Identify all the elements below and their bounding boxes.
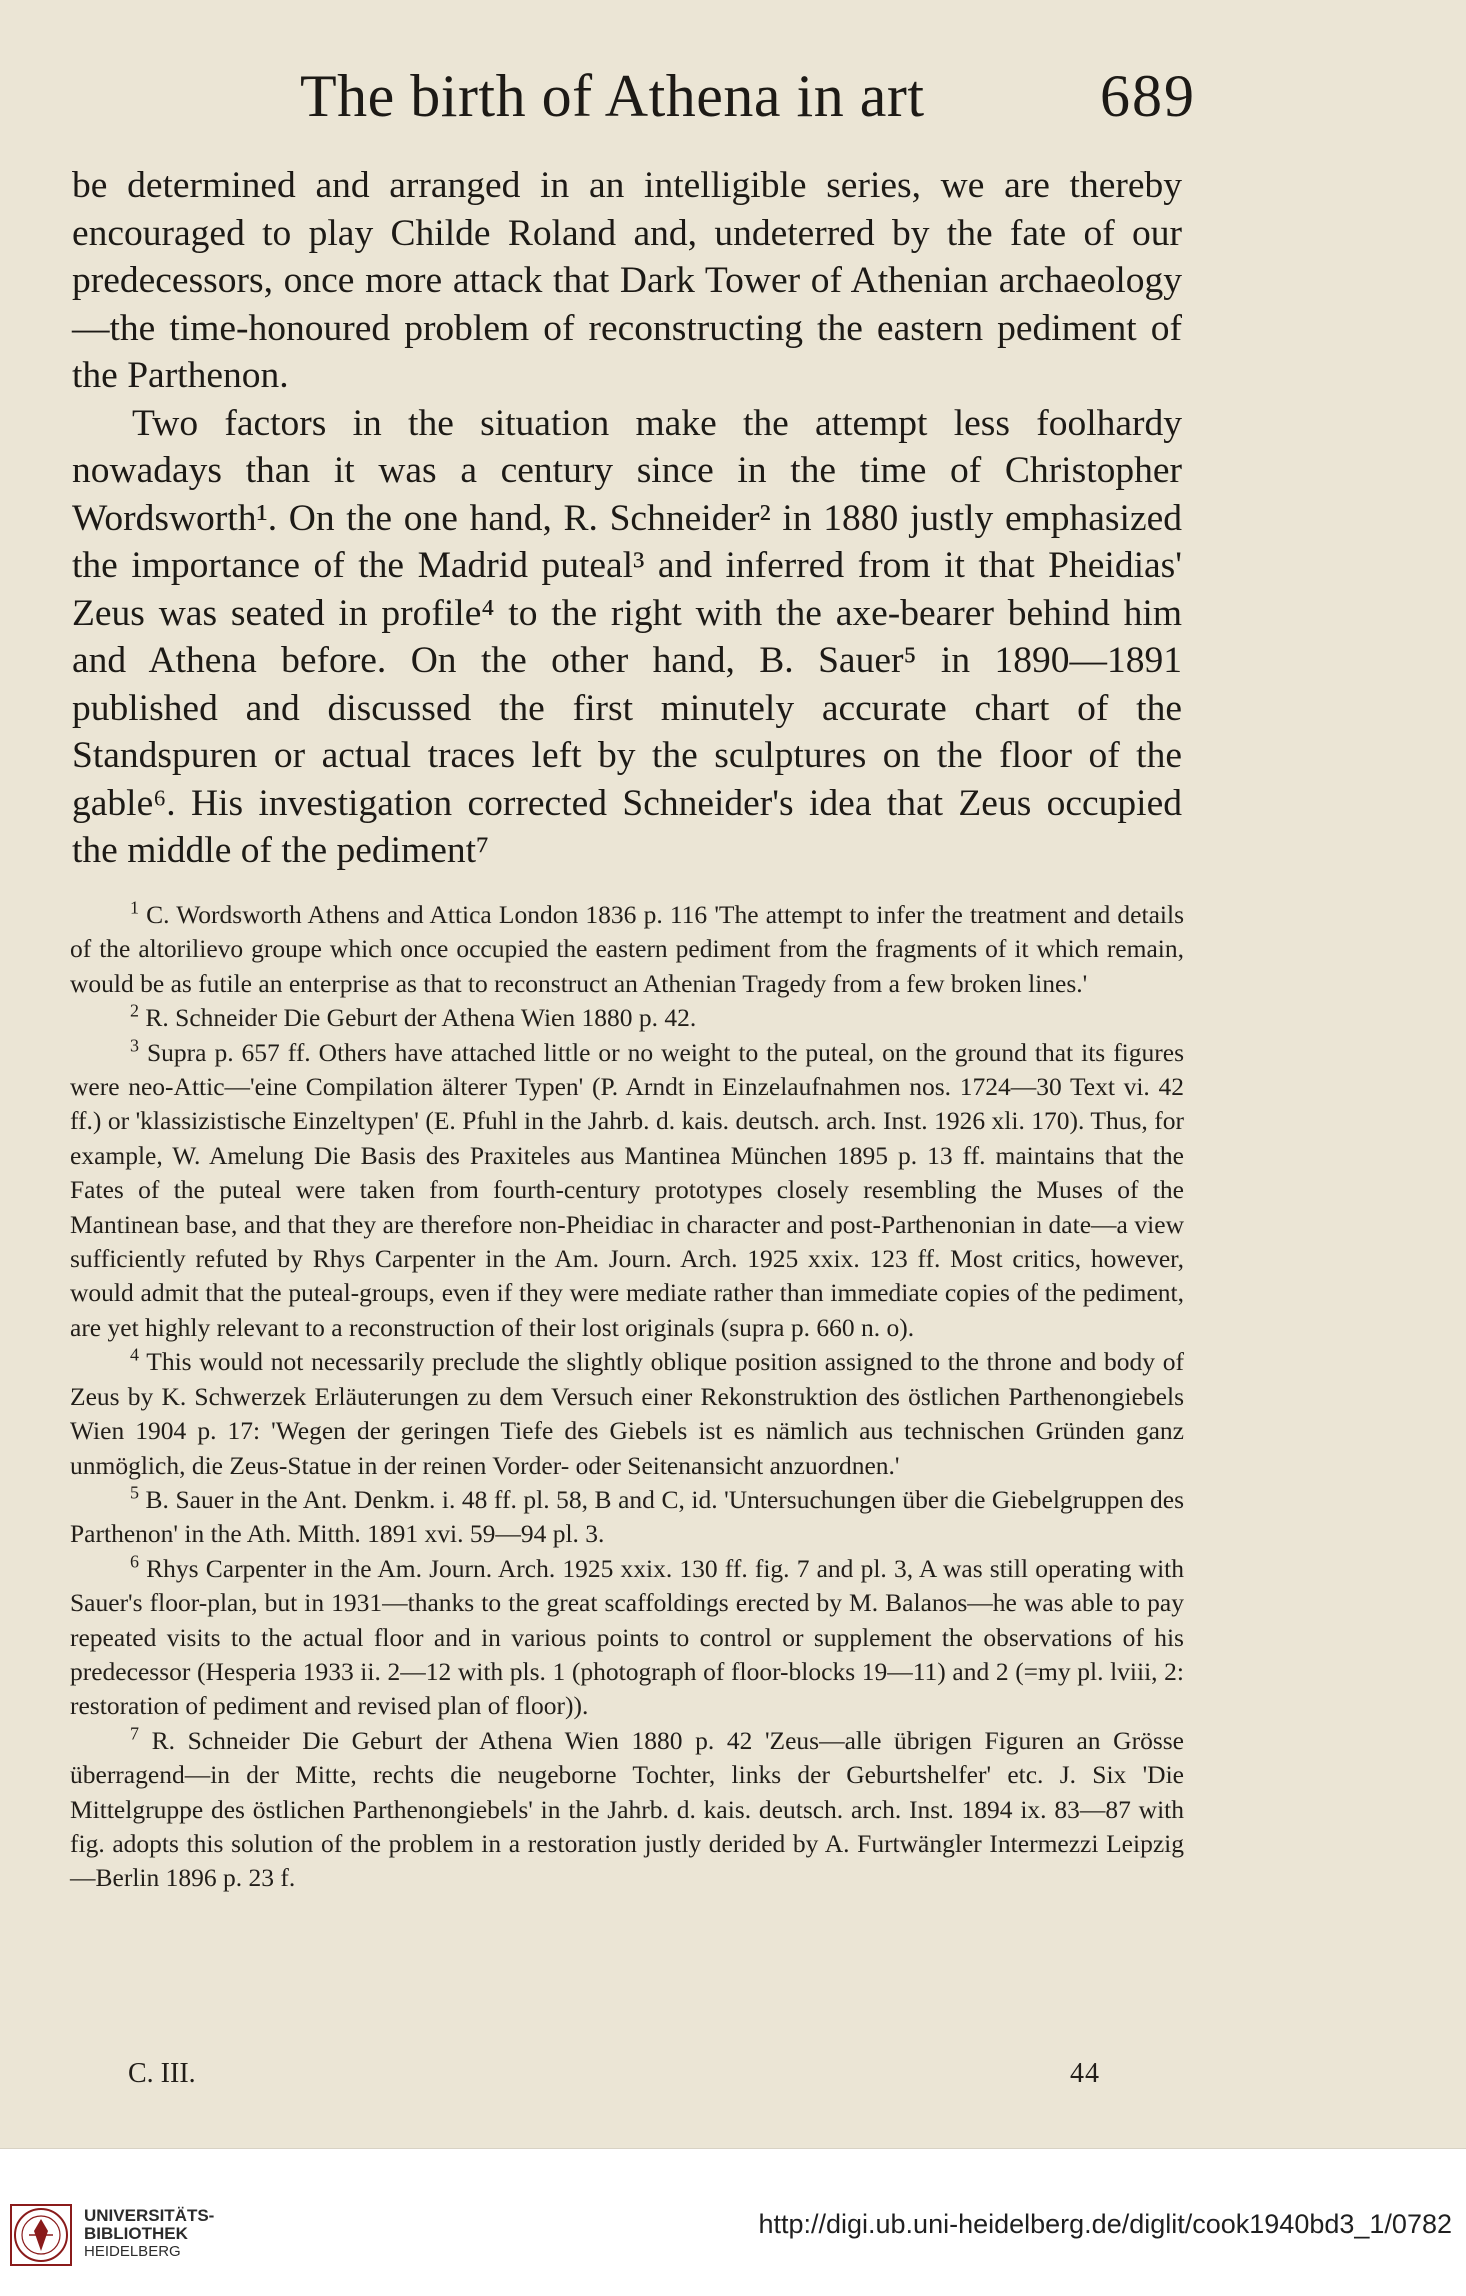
paragraph: be determined and arranged in an intelligible series, we are thereby encouraged to play Childe Roland and, undeterred by the fate of our predecessors, once more attack that Dark Tower of Athenian archaeology—the time-honoured problem of reconstructing the eastern pediment of the Parthenon.	[72, 165, 1182, 396]
footnote-text: R. Schneider Die Geburt der Athena Wien 1880 p. 42 'Zeus—alle übrigen Figuren an Grösse überragend—in der Mitte, rechts die neugeborne Tochter, links der Geburtshelfer' etc. J. Six 'Die Mittelgruppe des östlichen Parthenongiebels' in the Jahrb. d. kais. deutsch. arch. Inst. 1894 ix. 83—87 with fig. adopts this solution of the problem in a restoration justly derided by A. Furtwängler Intermezzi Leipzig—Berlin 1896 p. 23 f.	[70, 1725, 1184, 1893]
library-name	[84, 2207, 214, 2261]
footnote-mark: 2	[130, 1000, 139, 1021]
viewer-footer	[0, 2148, 1466, 2296]
paragraph: Two factors in the situation make the attempt less foolhardy nowadays than it was a century since in the time of Christopher Wordsworth¹. On the one hand, R. Schneider² in 1880 justly emphasized the importance of the Madrid puteal³ and inferred from it that Pheidias' Zeus was seated in profile⁴ to the right with the axe-bearer behind him and Athena before. On the other hand, B. Sauer⁵ in 1890—1891 published and discussed the first minutely accurate chart of the Standspuren or actual traces left by the sculptures on the floor of the gable⁶. His investigation corrected Schneider's idea that Zeus occupied the middle of the pediment⁷	[72, 402, 1182, 871]
footnote-mark: 4	[130, 1344, 139, 1365]
footnote	[70, 1345, 1184, 1483]
main-text	[72, 162, 1182, 875]
permalink-url[interactable]: http://digi.ub.uni-heidelberg.de/diglit/cook1940bd3_1/0782	[758, 2209, 1452, 2239]
page-header	[300, 62, 1196, 142]
footnote	[70, 1552, 1184, 1724]
footnote-text: Rhys Carpenter in the Am. Journ. Arch. 1925 xxix. 130 ff. fig. 7 and pl. 3, A was still operating with Sauer's floor-plan, but in 1931—thanks to the great scaffoldings erected by M. Balanos—he was able to pay repeated visits to the actual floor and in various points to control or supplement the observations of his predecessor (Hesperia 1933 ii. 2—12 with pls. 1 (photograph of floor-blocks 19—11) and 2 (=my pl. lviii, 2: restoration of pediment and revised plan of floor)).	[70, 1553, 1184, 1721]
footnote-text: B. Sauer in the Ant. Denkm. i. 48 ff. pl. 58, B and C, id. 'Untersuchungen über die Giebelgruppen des Parthenon' in the Ath. Mitth. 1891 xvi. 59—94 pl. 3.	[70, 1484, 1185, 1549]
footnote	[70, 1001, 1184, 1035]
footnotes	[70, 898, 1184, 1896]
footnote-mark: 1	[130, 897, 139, 918]
footnote-mark: 5	[130, 1482, 139, 1503]
running-head: The birth of Athena in art	[300, 63, 925, 129]
gathering-number: 44	[1070, 2058, 1100, 2089]
footnote-mark: 6	[130, 1551, 139, 1572]
footnote-text: Supra p. 657 ff. Others have attached little or no weight to the puteal, on the ground that its figures were neo-Attic—'eine Compilation älterer Typen' (P. Arndt in Einzelaufnahmen nos. 1724—30 Text vi. 42 ff.) or 'klassizistische Einzeltypen' (E. Pfuhl in the Jahrb. d. kais. deutsch. arch. Inst. 1926 xli. 170). Thus, for example, W. Amelung Die Basis des Praxiteles aus Mantinea München 1895 p. 13 ff. maintains that the Fates of the puteal were taken from fourth-century prototypes closely resembling the Muses of the Mantinean base, and that they are therefore non-Pheidiac in character and post-Parthenonian in date—a view sufficiently refuted by Rhys Carpenter in the Am. Journ. Arch. 1925 xxix. 123 ff. Most critics, however, would admit that the puteal-groups, even if they were mediate rather than immediate copies of the pediment, are yet highly relevant to a reconstruction of their lost originals (supra p. 660 n. o).	[70, 1037, 1184, 1342]
signature-mark: C. III.	[128, 2058, 196, 2089]
footnote-mark: 7	[130, 1723, 139, 1744]
footnote-mark: 3	[130, 1035, 139, 1056]
library-line: UNIVERSITÄTS-	[84, 2206, 215, 2225]
footnote	[70, 1483, 1184, 1552]
library-line: HEIDELBERG	[84, 2243, 181, 2260]
footnote-text: This would not necessarily preclude the slightly oblique position assigned to the throne and body of Zeus by K. Schwerzek Erläuterungen zu dem Versuch einer Rekonstruktion des östlichen Parthenongiebels Wien 1904 p. 17: 'Wegen der geringen Tiefe des Giebels ist es nämlich aus technischen Gründen ganz unmöglich, die Zeus-Statue in der reinen Vorder- oder Seitenansicht anzuordnen.'	[70, 1347, 1185, 1480]
footnote-text: C. Wordsworth Athens and Attica London 1836 p. 116 'The attempt to infer the treatment and details of the altorilievo groupe which once occupied the eastern pediment from the fragments of it which remain, would be as futile an enterprise as that to reconstruct an Athenian Tragedy from a few broken lines.'	[70, 900, 1185, 998]
footnote-text: R. Schneider Die Geburt der Athena Wien 1880 p. 42.	[145, 1003, 697, 1033]
footnote	[70, 1036, 1184, 1346]
library-line: BIBLIOTHEK	[84, 2224, 188, 2243]
footnote	[70, 1724, 1184, 1896]
page-number: 689	[1100, 63, 1196, 129]
university-seal-icon	[10, 2204, 72, 2266]
footnote	[70, 898, 1184, 1001]
